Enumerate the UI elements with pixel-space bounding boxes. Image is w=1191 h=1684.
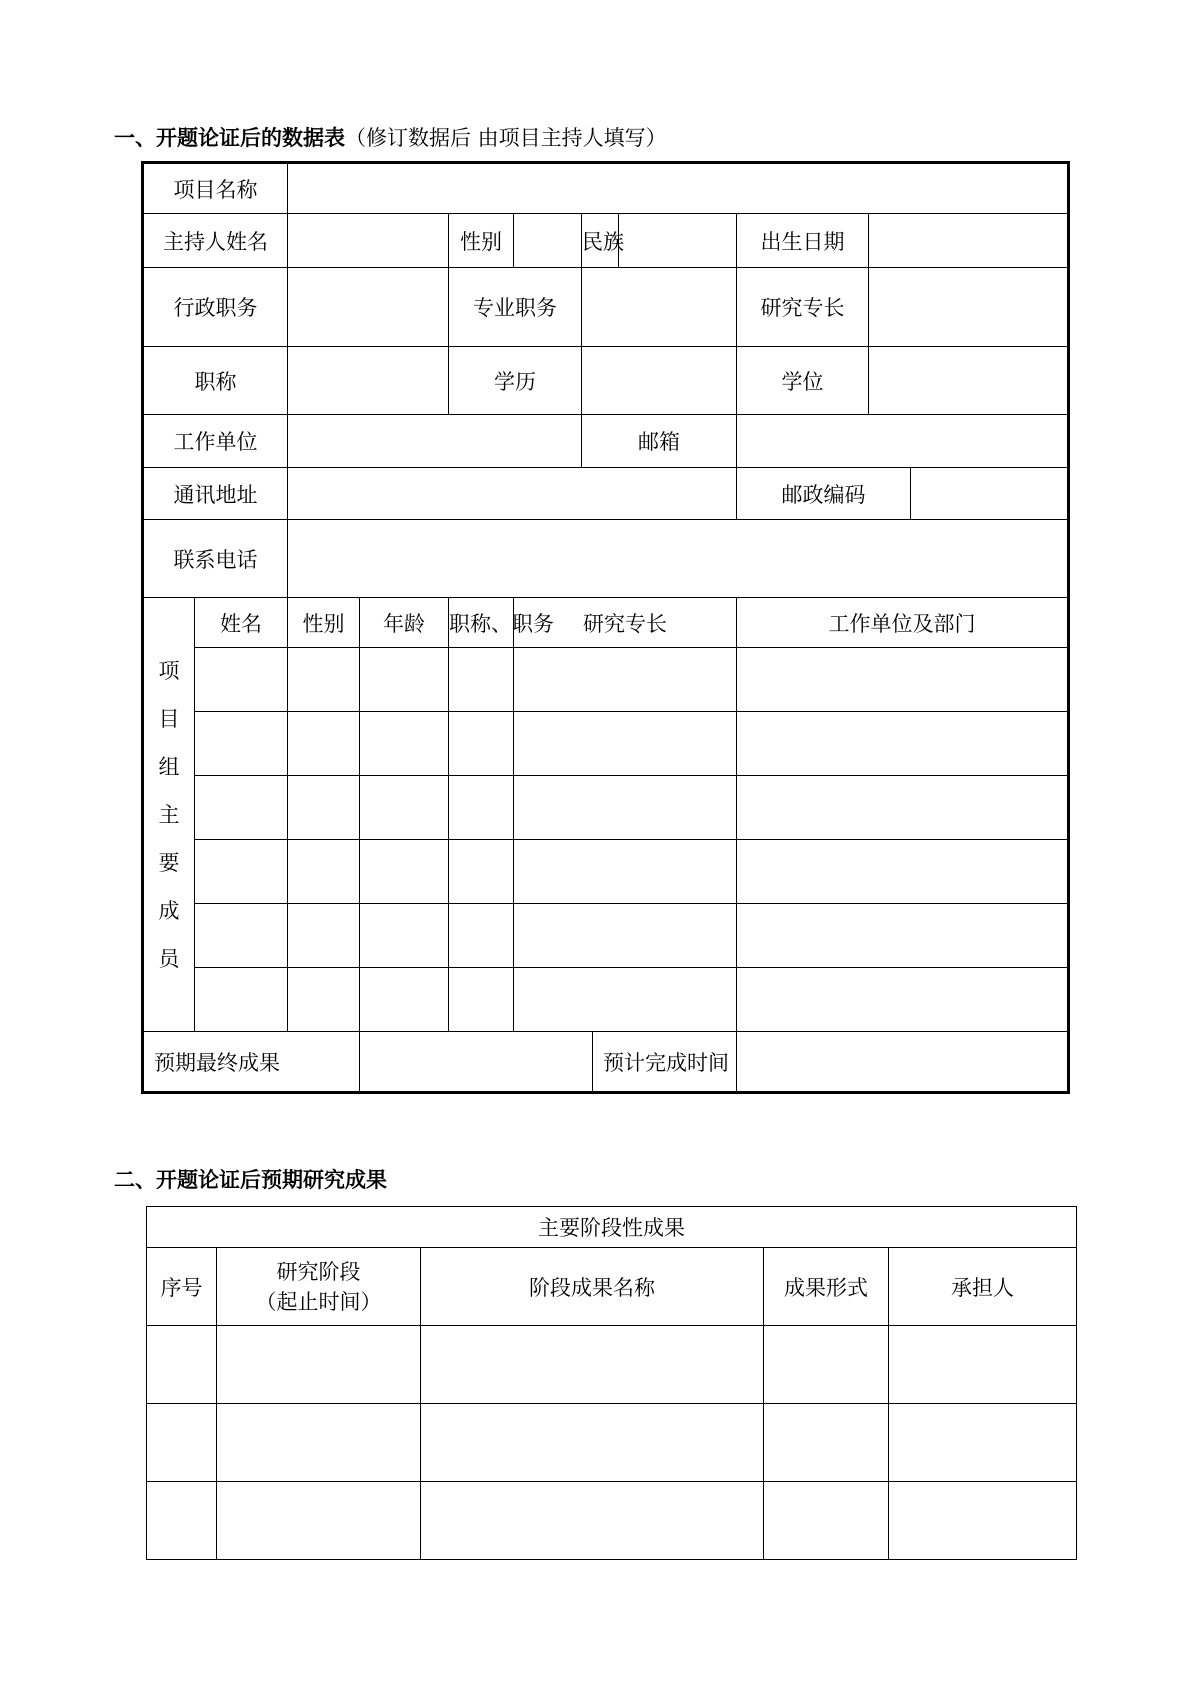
result-row (147, 1482, 1077, 1560)
research-specialty-label: 研究专长 (737, 268, 869, 347)
postcode-label: 邮政编码 (737, 468, 911, 520)
ethnicity-label: 民族 (582, 214, 619, 268)
members-label-char: 成 (158, 898, 180, 923)
member-gender-cell[interactable] (288, 904, 360, 968)
result-row (147, 1326, 1077, 1404)
degree-label: 学位 (737, 347, 869, 415)
stage-name-cell[interactable] (421, 1404, 764, 1482)
work-unit-label: 工作单位 (143, 415, 288, 468)
member-unit-cell[interactable] (737, 840, 1069, 904)
member-specialty-cell[interactable] (514, 648, 737, 712)
member-header-name: 姓名 (195, 598, 288, 648)
results-table-title: 主要阶段性成果 (147, 1207, 1077, 1248)
form-header: 成果形式 (764, 1248, 889, 1326)
owner-header: 承担人 (889, 1248, 1077, 1326)
stage-name-cell[interactable] (421, 1326, 764, 1404)
members-label-char: 员 (158, 946, 180, 971)
section1-note: （修订数据后 由项目主持人填写） (345, 126, 667, 150)
member-age-cell[interactable] (360, 648, 449, 712)
prof-post-label: 专业职务 (449, 268, 582, 347)
phone-label: 联系电话 (143, 520, 288, 598)
email-field[interactable] (737, 415, 1069, 468)
member-name-cell[interactable] (195, 840, 288, 904)
education-label: 学历 (449, 347, 582, 415)
prof-post-field[interactable] (582, 268, 737, 347)
member-header-gender: 性别 (288, 598, 360, 648)
member-title-cell[interactable] (449, 712, 514, 776)
member-gender-cell[interactable] (288, 776, 360, 840)
form-cell[interactable] (764, 1404, 889, 1482)
expected-result-label: 预期最终成果 (143, 1032, 360, 1093)
member-gender-cell[interactable] (288, 712, 360, 776)
members-label-char: 主 (158, 802, 180, 827)
stage-header-line1: 研究阶段 (276, 1259, 361, 1284)
member-row (143, 648, 1069, 712)
admin-post-label: 行政职务 (143, 268, 288, 347)
member-unit-cell[interactable] (737, 968, 1069, 1032)
member-specialty-cell[interactable] (514, 712, 737, 776)
member-unit-cell[interactable] (737, 776, 1069, 840)
birth-date-field[interactable] (869, 214, 1069, 268)
result-row (147, 1404, 1077, 1482)
research-specialty-field[interactable] (869, 268, 1069, 347)
admin-post-field[interactable] (288, 268, 449, 347)
owner-cell[interactable] (889, 1482, 1077, 1560)
member-age-cell[interactable] (360, 712, 449, 776)
member-name-cell[interactable] (195, 712, 288, 776)
data-table (141, 161, 1070, 1094)
member-unit-cell[interactable] (737, 712, 1069, 776)
address-field[interactable] (288, 468, 737, 520)
member-title-cell[interactable] (449, 968, 514, 1032)
seq-header: 序号 (147, 1248, 217, 1326)
stage-header (217, 1248, 421, 1326)
members-label-char: 要 (158, 850, 180, 875)
member-specialty-cell[interactable] (514, 904, 737, 968)
gender-field[interactable] (514, 214, 582, 268)
members-label-char: 组 (158, 754, 180, 779)
member-specialty-cell[interactable] (514, 968, 737, 1032)
member-age-cell[interactable] (360, 968, 449, 1032)
owner-cell[interactable] (889, 1326, 1077, 1404)
section1-heading (114, 124, 667, 152)
members-label (143, 598, 195, 1032)
section1-title: 一、开题论证后的数据表 (114, 126, 345, 150)
stage-name-cell[interactable] (421, 1482, 764, 1560)
member-name-cell[interactable] (195, 648, 288, 712)
expected-time-label: 预计完成时间 (593, 1032, 737, 1093)
section2-heading (114, 1166, 387, 1194)
stage-name-header: 阶段成果名称 (421, 1248, 764, 1326)
seq-cell[interactable] (147, 1482, 217, 1560)
member-specialty-cell[interactable] (514, 776, 737, 840)
stage-header-line2: （起止时间） (255, 1289, 382, 1314)
member-row (143, 776, 1069, 840)
project-name-field[interactable] (288, 163, 1069, 214)
member-header-unit: 工作单位及部门 (737, 598, 1069, 648)
results-table (146, 1206, 1077, 1560)
host-name-label: 主持人姓名 (143, 214, 288, 268)
member-row (143, 712, 1069, 776)
member-title-cell[interactable] (449, 904, 514, 968)
birth-date-label: 出生日期 (737, 214, 869, 268)
gender-label: 性别 (449, 214, 514, 268)
form-cell[interactable] (764, 1326, 889, 1404)
member-row (143, 840, 1069, 904)
member-specialty-cell[interactable] (514, 840, 737, 904)
ethnicity-field[interactable] (619, 214, 737, 268)
stage-cell[interactable] (217, 1482, 421, 1560)
email-label: 邮箱 (582, 415, 737, 468)
expected-result-field[interactable] (360, 1032, 593, 1093)
expected-time-field[interactable] (737, 1032, 1069, 1093)
member-header-age: 年龄 (360, 598, 449, 648)
member-age-cell[interactable] (360, 840, 449, 904)
member-title-cell[interactable] (449, 776, 514, 840)
members-label-char: 目 (158, 706, 180, 731)
section2-title: 二、开题论证后预期研究成果 (114, 1168, 387, 1192)
member-gender-cell[interactable] (288, 840, 360, 904)
member-header-specialty: 研究专长 (514, 598, 737, 648)
stage-cell[interactable] (217, 1404, 421, 1482)
education-field[interactable] (582, 347, 737, 415)
member-title-cell[interactable] (449, 648, 514, 712)
member-row (143, 904, 1069, 968)
member-name-cell[interactable] (195, 968, 288, 1032)
title-field[interactable] (288, 347, 449, 415)
members-label-char: 项 (158, 658, 180, 683)
seq-cell[interactable] (147, 1404, 217, 1482)
seq-cell[interactable] (147, 1326, 217, 1404)
form-cell[interactable] (764, 1482, 889, 1560)
member-header-title: 职称、职务 (449, 598, 514, 648)
member-age-cell[interactable] (360, 776, 449, 840)
member-name-cell[interactable] (195, 776, 288, 840)
member-unit-cell[interactable] (737, 648, 1069, 712)
host-name-field[interactable] (288, 214, 449, 268)
member-unit-cell[interactable] (737, 904, 1069, 968)
member-age-cell[interactable] (360, 904, 449, 968)
member-title-cell[interactable] (449, 840, 514, 904)
phone-field[interactable] (288, 520, 1069, 598)
address-label: 通讯地址 (143, 468, 288, 520)
project-name-label: 项目名称 (143, 163, 288, 214)
member-gender-cell[interactable] (288, 648, 360, 712)
degree-field[interactable] (869, 347, 1069, 415)
member-gender-cell[interactable] (288, 968, 360, 1032)
owner-cell[interactable] (889, 1404, 1077, 1482)
member-name-cell[interactable] (195, 904, 288, 968)
stage-cell[interactable] (217, 1326, 421, 1404)
postcode-field[interactable] (911, 468, 1069, 520)
member-row (143, 968, 1069, 1032)
work-unit-field[interactable] (288, 415, 582, 468)
title-label: 职称 (143, 347, 288, 415)
